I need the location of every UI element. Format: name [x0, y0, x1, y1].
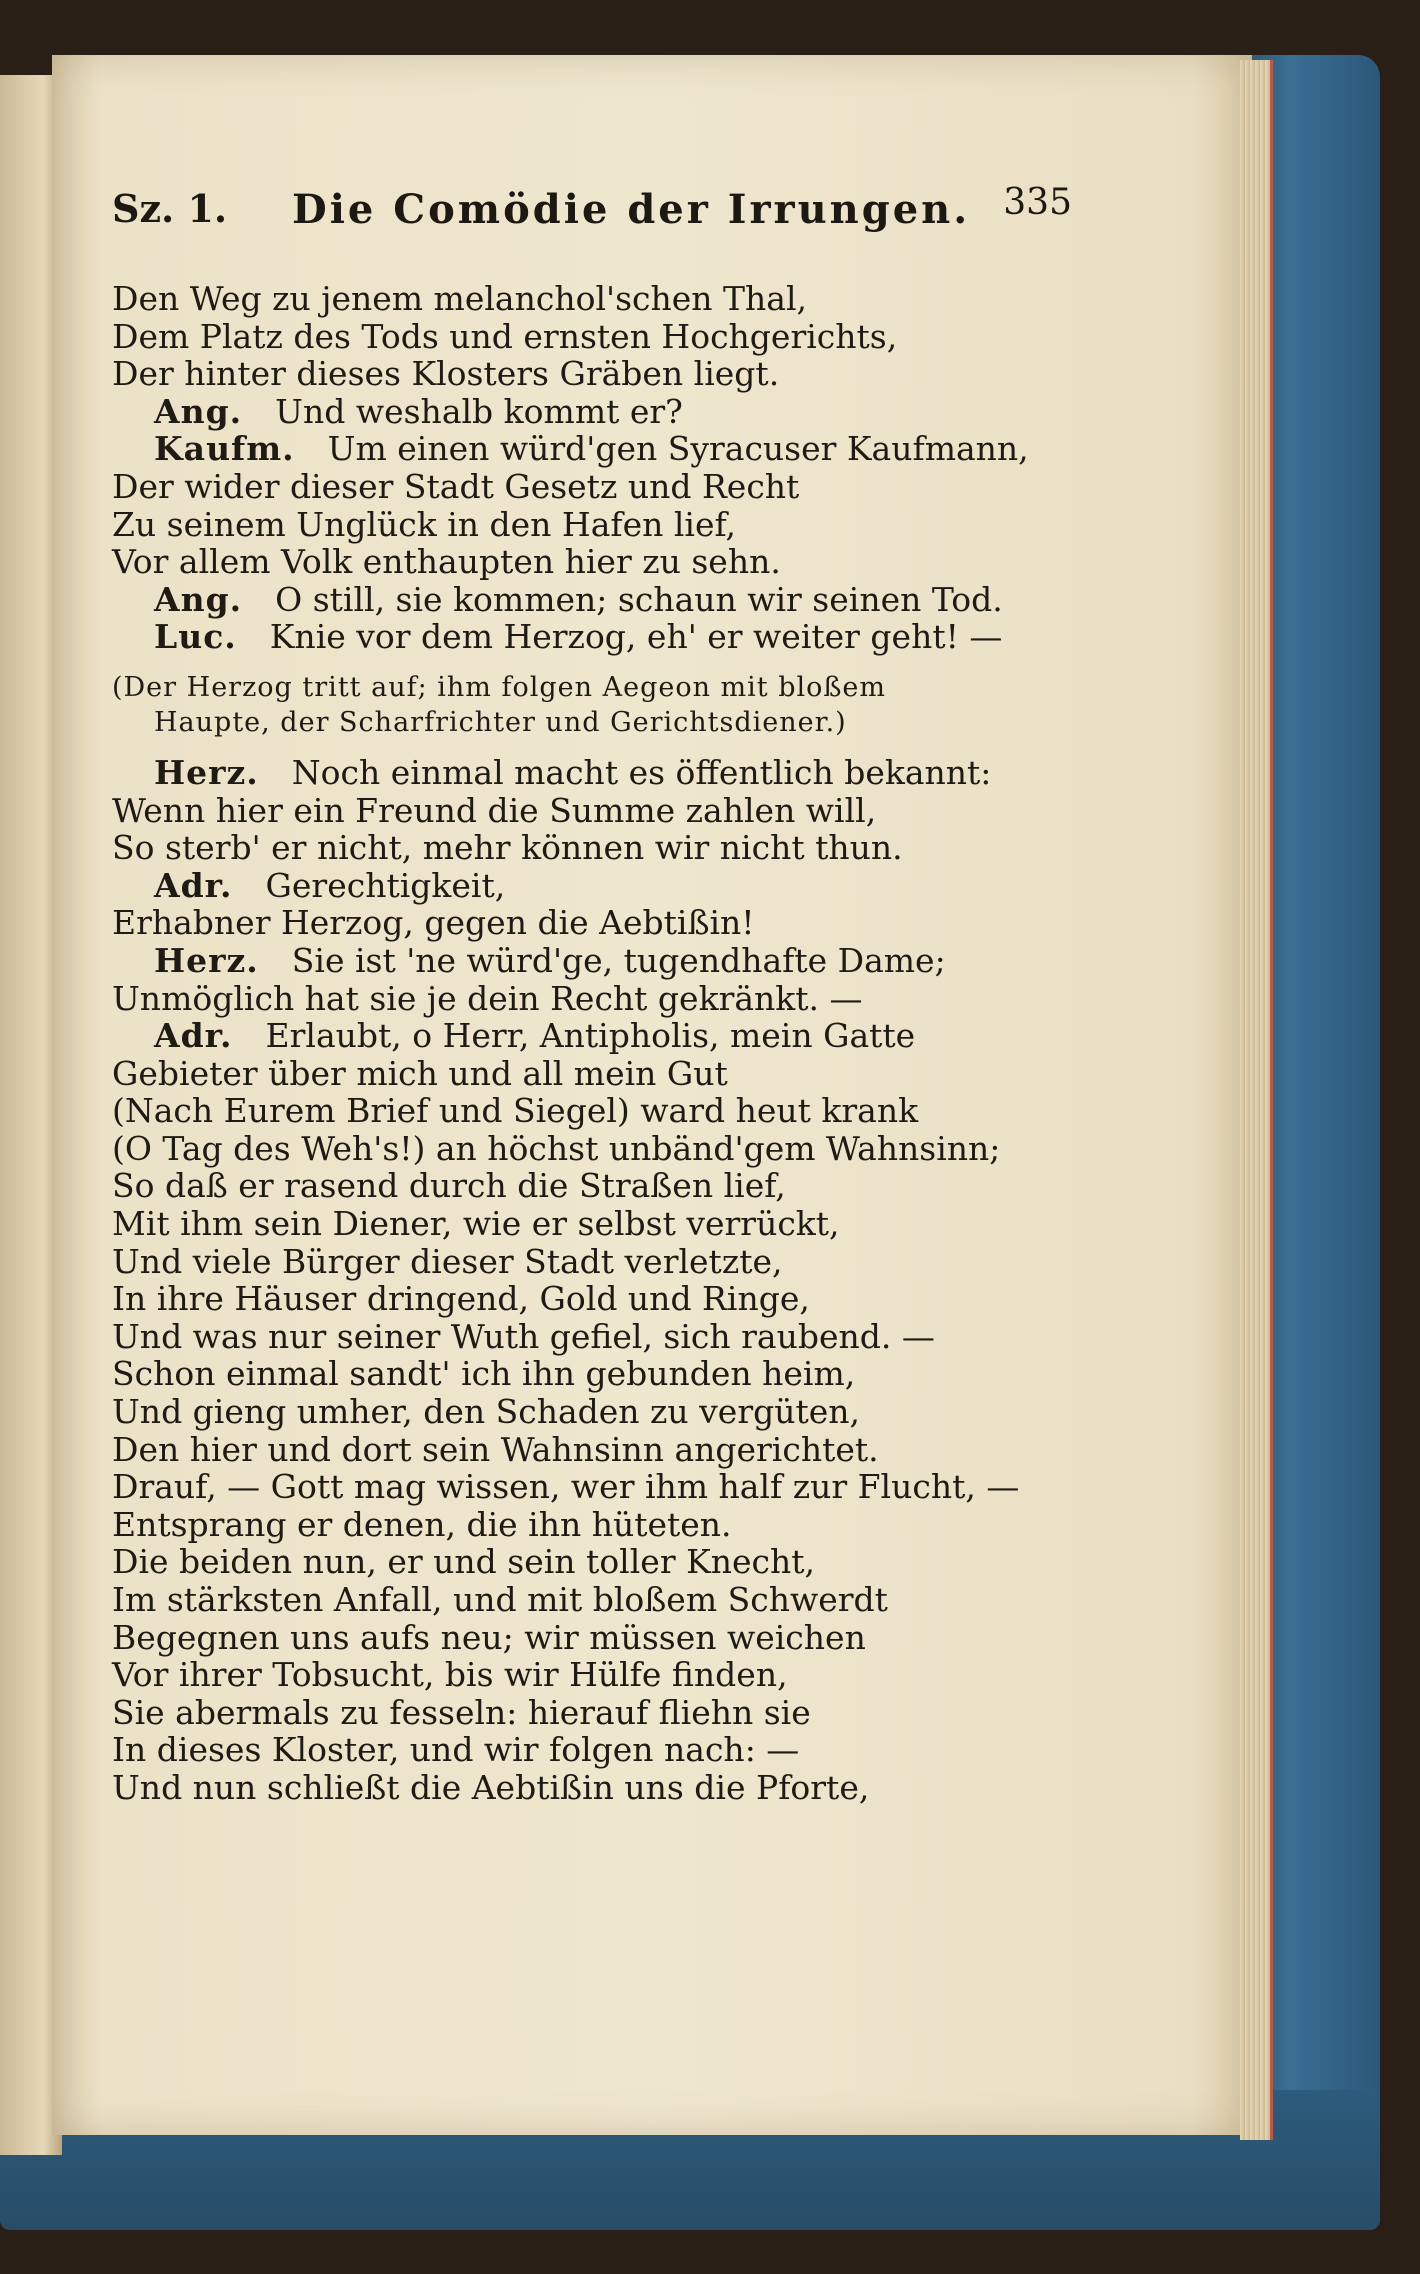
verse-line [112, 1167, 1122, 1205]
speaker-name: Ang. [154, 391, 243, 431]
speaker-name: Adr. [154, 1016, 233, 1056]
verse-line [112, 543, 1122, 581]
verse-line [112, 1468, 1122, 1506]
line-text: Unmöglich hat sie je dein Recht gekränkt. — [112, 978, 863, 1018]
stage-direction: (Der Herzog tritt auf; ihm folgen Aegeon mit bloßem [112, 671, 887, 703]
line-text: (O Tag des Weh's!) an höchst unbänd'gem Wahnsinn; [112, 1128, 1001, 1168]
speaker-name: Luc. [154, 617, 237, 657]
line-text: Knie vor dem Herzog, eh' er weiter geht! — [269, 617, 1003, 657]
verse-line [112, 1656, 1122, 1694]
verse-line [112, 980, 1122, 1018]
line-text: Im stärksten Anfall, und mit bloßem Schwerdt [112, 1580, 888, 1619]
verse-line [112, 1694, 1122, 1732]
line-text: Gerechtigkeit, [265, 865, 506, 905]
line-text: Sie abermals zu fesseln: hierauf fliehn sie [112, 1692, 811, 1732]
line-text: Gebieter über mich und all mein Gut [112, 1053, 728, 1093]
speech-line [112, 430, 1122, 468]
play-text [112, 280, 1122, 1807]
line-text: Und was nur seiner Wuth gefiel, sich raubend. — [112, 1316, 935, 1356]
speech-line [112, 393, 1122, 431]
verse-line [112, 1731, 1122, 1769]
verse-line [112, 1769, 1122, 1807]
line-text: Erlaubt, o Herr, Antipholis, mein Gatte [265, 1016, 916, 1056]
verse-line [112, 1355, 1122, 1393]
verse-line [112, 1431, 1122, 1469]
line-text: Und gieng umher, den Schaden zu vergüten, [112, 1392, 861, 1432]
speaker-name: Herz. [154, 940, 259, 980]
line-text: Vor allem Volk enthaupten hier zu sehn. [112, 542, 781, 582]
speaker-name: Adr. [154, 865, 233, 905]
line-text: So daß er rasend durch die Straßen lief, [112, 1166, 786, 1206]
line-text: Der wider dieser Stadt Gesetz und Recht [112, 466, 800, 506]
verse-line [112, 468, 1122, 506]
running-header [112, 182, 1072, 246]
line-text: Sie ist 'ne würd'ge, tugendhafte Dame; [291, 940, 946, 980]
line-text: Zu seinem Unglück in den Hafen lief, [112, 504, 737, 544]
verse-line [112, 1130, 1122, 1168]
spacer [112, 740, 1122, 754]
line-text: Den hier und dort sein Wahnsinn angerichtet. [112, 1429, 879, 1469]
stage-direction: Haupte, der Scharfrichter und Gerichtsdiener.) [154, 706, 847, 738]
line-text: Drauf, — Gott mag wissen, wer ihm half zur Flucht, — [112, 1467, 1020, 1507]
scene-label: Sz. 1. [112, 186, 228, 231]
page-number: 335 [1003, 182, 1072, 223]
verse-line [112, 1280, 1122, 1318]
verse-line [112, 1092, 1122, 1130]
line-text: So sterb' er nicht, mehr können wir nicht thun. [112, 828, 903, 868]
verse-line [112, 1318, 1122, 1356]
verse-line [112, 904, 1122, 942]
speaker-name: Kaufm. [154, 429, 295, 469]
speech-line [112, 1017, 1122, 1055]
verse-line [112, 1506, 1122, 1544]
verse-line [112, 1205, 1122, 1243]
speech-line [112, 942, 1122, 980]
line-text: Den Weg zu jenem melanchol'schen Thal, [112, 279, 808, 318]
verse-line [112, 280, 1122, 318]
spacer [112, 656, 1122, 670]
line-text: Noch einmal macht es öffentlich bekannt: [291, 752, 992, 792]
line-text: Und viele Bürger dieser Stadt verletzte, [112, 1241, 783, 1281]
line-text: Um einen würd'gen Syracuser Kaufmann, [327, 429, 1029, 469]
line-text: Wenn hier ein Freund die Summe zahlen will, [112, 790, 877, 830]
verse-line [112, 792, 1122, 830]
line-text: (Nach Eurem Brief und Siegel) ward heut krank [112, 1091, 919, 1131]
line-text: Entsprang er denen, die ihn hüteten. [112, 1504, 732, 1544]
line-text: In dieses Kloster, und wir folgen nach: — [112, 1730, 800, 1770]
speech-line [112, 754, 1122, 792]
line-text: Schon einmal sandt' ich ihn gebunden heim, [112, 1354, 856, 1394]
speaker-name: Ang. [154, 579, 243, 619]
line-text: Die beiden nun, er und sein toller Knecht, [112, 1542, 816, 1582]
running-title: Die Comödie der Irrungen. [292, 186, 971, 233]
line-text: Begegnen uns aufs neu; wir müssen weichen [112, 1617, 866, 1657]
line-text: O still, sie kommen; schaun wir seinen Tod. [275, 579, 1003, 619]
verse-line [112, 355, 1122, 393]
line-text: Erhabner Herzog, gegen die Aebtißin! [112, 903, 755, 943]
verse-line [112, 318, 1122, 356]
verse-line [112, 1243, 1122, 1281]
line-text: Vor ihrer Tobsucht, bis wir Hülfe finden, [112, 1655, 788, 1695]
line-text: In ihre Häuser dringend, Gold und Ringe, [112, 1279, 810, 1319]
line-text: Und weshalb kommt er? [275, 391, 683, 431]
verse-line [112, 1543, 1122, 1581]
speech-line [112, 618, 1122, 656]
speech-line [112, 867, 1122, 905]
speaker-name: Herz. [154, 752, 259, 792]
page-stack-edge [1240, 60, 1273, 2140]
verse-line [112, 506, 1122, 544]
speech-line [112, 581, 1122, 619]
verse-line [112, 1055, 1122, 1093]
verse-line [112, 1393, 1122, 1431]
line-text: Und nun schließt die Aebtißin uns die Pforte, [112, 1767, 870, 1807]
line-text: Der hinter dieses Klosters Gräben liegt. [112, 354, 780, 394]
line-text: Mit ihm sein Diener, wie er selbst verrückt, [112, 1204, 840, 1244]
verse-line [112, 1581, 1122, 1619]
verse-line [112, 1619, 1122, 1657]
line-text: Dem Platz des Tods und ernsten Hochgerichts, [112, 316, 898, 356]
verse-line [112, 829, 1122, 867]
